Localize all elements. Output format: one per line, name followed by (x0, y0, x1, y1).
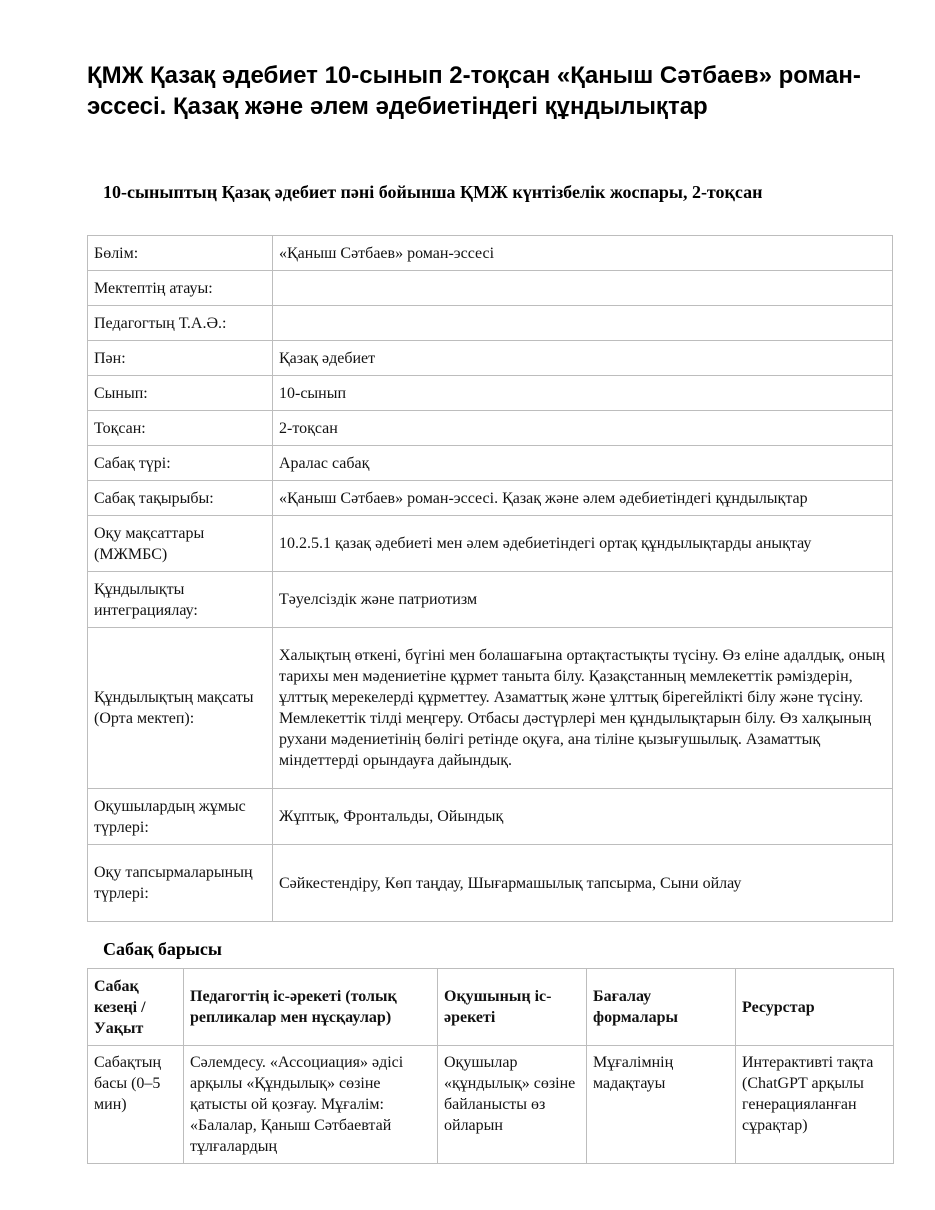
info-row (88, 376, 893, 411)
lesson-flow-table (87, 968, 894, 1164)
lesson-flow-column-header: Бағалау формалары (587, 969, 736, 1046)
info-key: Оқу тапсырмаларының түрлері: (88, 845, 273, 922)
info-key: Оқушылардың жұмыс түрлері: (88, 789, 273, 845)
lesson-flow-row (88, 1046, 894, 1164)
lesson-flow-header-row (88, 969, 894, 1046)
lesson-flow-cell: Оқушылар «құндылық» сөзіне байланысты өз ойларын (438, 1046, 587, 1164)
info-key: Бөлім: (88, 236, 273, 271)
info-row (88, 341, 893, 376)
info-value: «Қаныш Сәтбаев» роман-эссесі (273, 236, 893, 271)
info-row (88, 845, 893, 922)
info-value: Қазақ әдебиет (273, 341, 893, 376)
info-value (273, 271, 893, 306)
info-key: Пән: (88, 341, 273, 376)
info-value: 2-тоқсан (273, 411, 893, 446)
info-value: Халықтың өткені, бүгіні мен болашағына ортақтастықты түсіну. Өз еліне адалдық, оның тарихы мен мәдениетіне құрмет таныта білу. Қазақстанның мемлекеттік рәміздерін, ұлттық мерекелерді құрметтеу. Азаматтық және ұлттық бірегейлікті білу және түсіну. Мемлекеттік тілді меңгеру. Отбасы дәстүрлері мен құндылықтарын білу. Өз халқының рухани мәдениетінің бөлігі ретінде оқуға, ана тіліне қызығушылық. Азаматтық міндеттерді орындауға дайындық. (273, 628, 893, 789)
lesson-flow-column-header: Оқушының іс-әрекеті (438, 969, 587, 1046)
info-row (88, 411, 893, 446)
info-key: Педагогтың Т.А.Ә.: (88, 306, 273, 341)
info-value: 10.2.5.1 қазақ әдебиеті мен әлем әдебиетіндегі ортақ құндылықтарды анықтау (273, 516, 893, 572)
info-row (88, 516, 893, 572)
lesson-flow-heading: Сабақ барысы (103, 939, 222, 959)
info-key: Сабақ түрі: (88, 446, 273, 481)
page-title: ҚМЖ Қазақ әдебиет 10-сынып 2-тоқсан «Қаныш Сәтбаев» роман-эссесі. Қазақ және әлем әдебиетіндегі құндылықтар (87, 62, 861, 120)
info-value: Сәйкестендіру, Көп таңдау, Шығармашылық тапсырма, Сыни ойлау (273, 845, 893, 922)
info-row (88, 306, 893, 341)
info-value: «Қаныш Сәтбаев» роман-эссесі. Қазақ және әлем әдебиетіндегі құндылықтар (273, 481, 893, 516)
lesson-flow-column-header: Педагогтің іс-әрекеті (толық репликалар мен нұсқаулар) (184, 969, 438, 1046)
info-row (88, 271, 893, 306)
plan-heading: 10-сыныптың Қазақ әдебиет пәні бойынша ҚМЖ күнтізбелік жоспары, 2-тоқсан (103, 182, 763, 202)
info-key: Оқу мақсаттары (МЖМБС) (88, 516, 273, 572)
info-row (88, 572, 893, 628)
info-value: Тәуелсіздік және патриотизм (273, 572, 893, 628)
info-row (88, 628, 893, 789)
lesson-flow-column-header: Ресурстар (736, 969, 894, 1046)
info-row (88, 481, 893, 516)
info-key: Тоқсан: (88, 411, 273, 446)
lesson-flow-column-header: Сабақ кезеңі / Уақыт (88, 969, 184, 1046)
info-value: 10-сынып (273, 376, 893, 411)
lesson-flow-cell: Сәлемдесу. «Ассоциация» әдісі арқылы «Құндылық» сөзіне қатысты ой қозғау. Мұғалім: «Балалар, Қаныш Сәтбаевтай тұлғалардың (184, 1046, 438, 1164)
lesson-flow-cell: Интерактивті тақта (ChatGPT арқылы генерацияланған сұрақтар) (736, 1046, 894, 1164)
info-key: Сабақ тақырыбы: (88, 481, 273, 516)
info-row (88, 789, 893, 845)
info-row (88, 236, 893, 271)
info-key: Мектептің атауы: (88, 271, 273, 306)
lesson-flow-cell: Сабақтың басы (0–5 мин) (88, 1046, 184, 1164)
info-key: Құндылықты интеграциялау: (88, 572, 273, 628)
info-value (273, 306, 893, 341)
info-row (88, 446, 893, 481)
lesson-flow-cell: Мұғалімнің мадақтауы (587, 1046, 736, 1164)
info-value: Аралас сабақ (273, 446, 893, 481)
lesson-info-table (87, 235, 893, 922)
info-value: Жұптық, Фронтальды, Ойындық (273, 789, 893, 845)
info-key: Құндылықтың мақсаты (Орта мектеп): (88, 628, 273, 789)
info-key: Сынып: (88, 376, 273, 411)
